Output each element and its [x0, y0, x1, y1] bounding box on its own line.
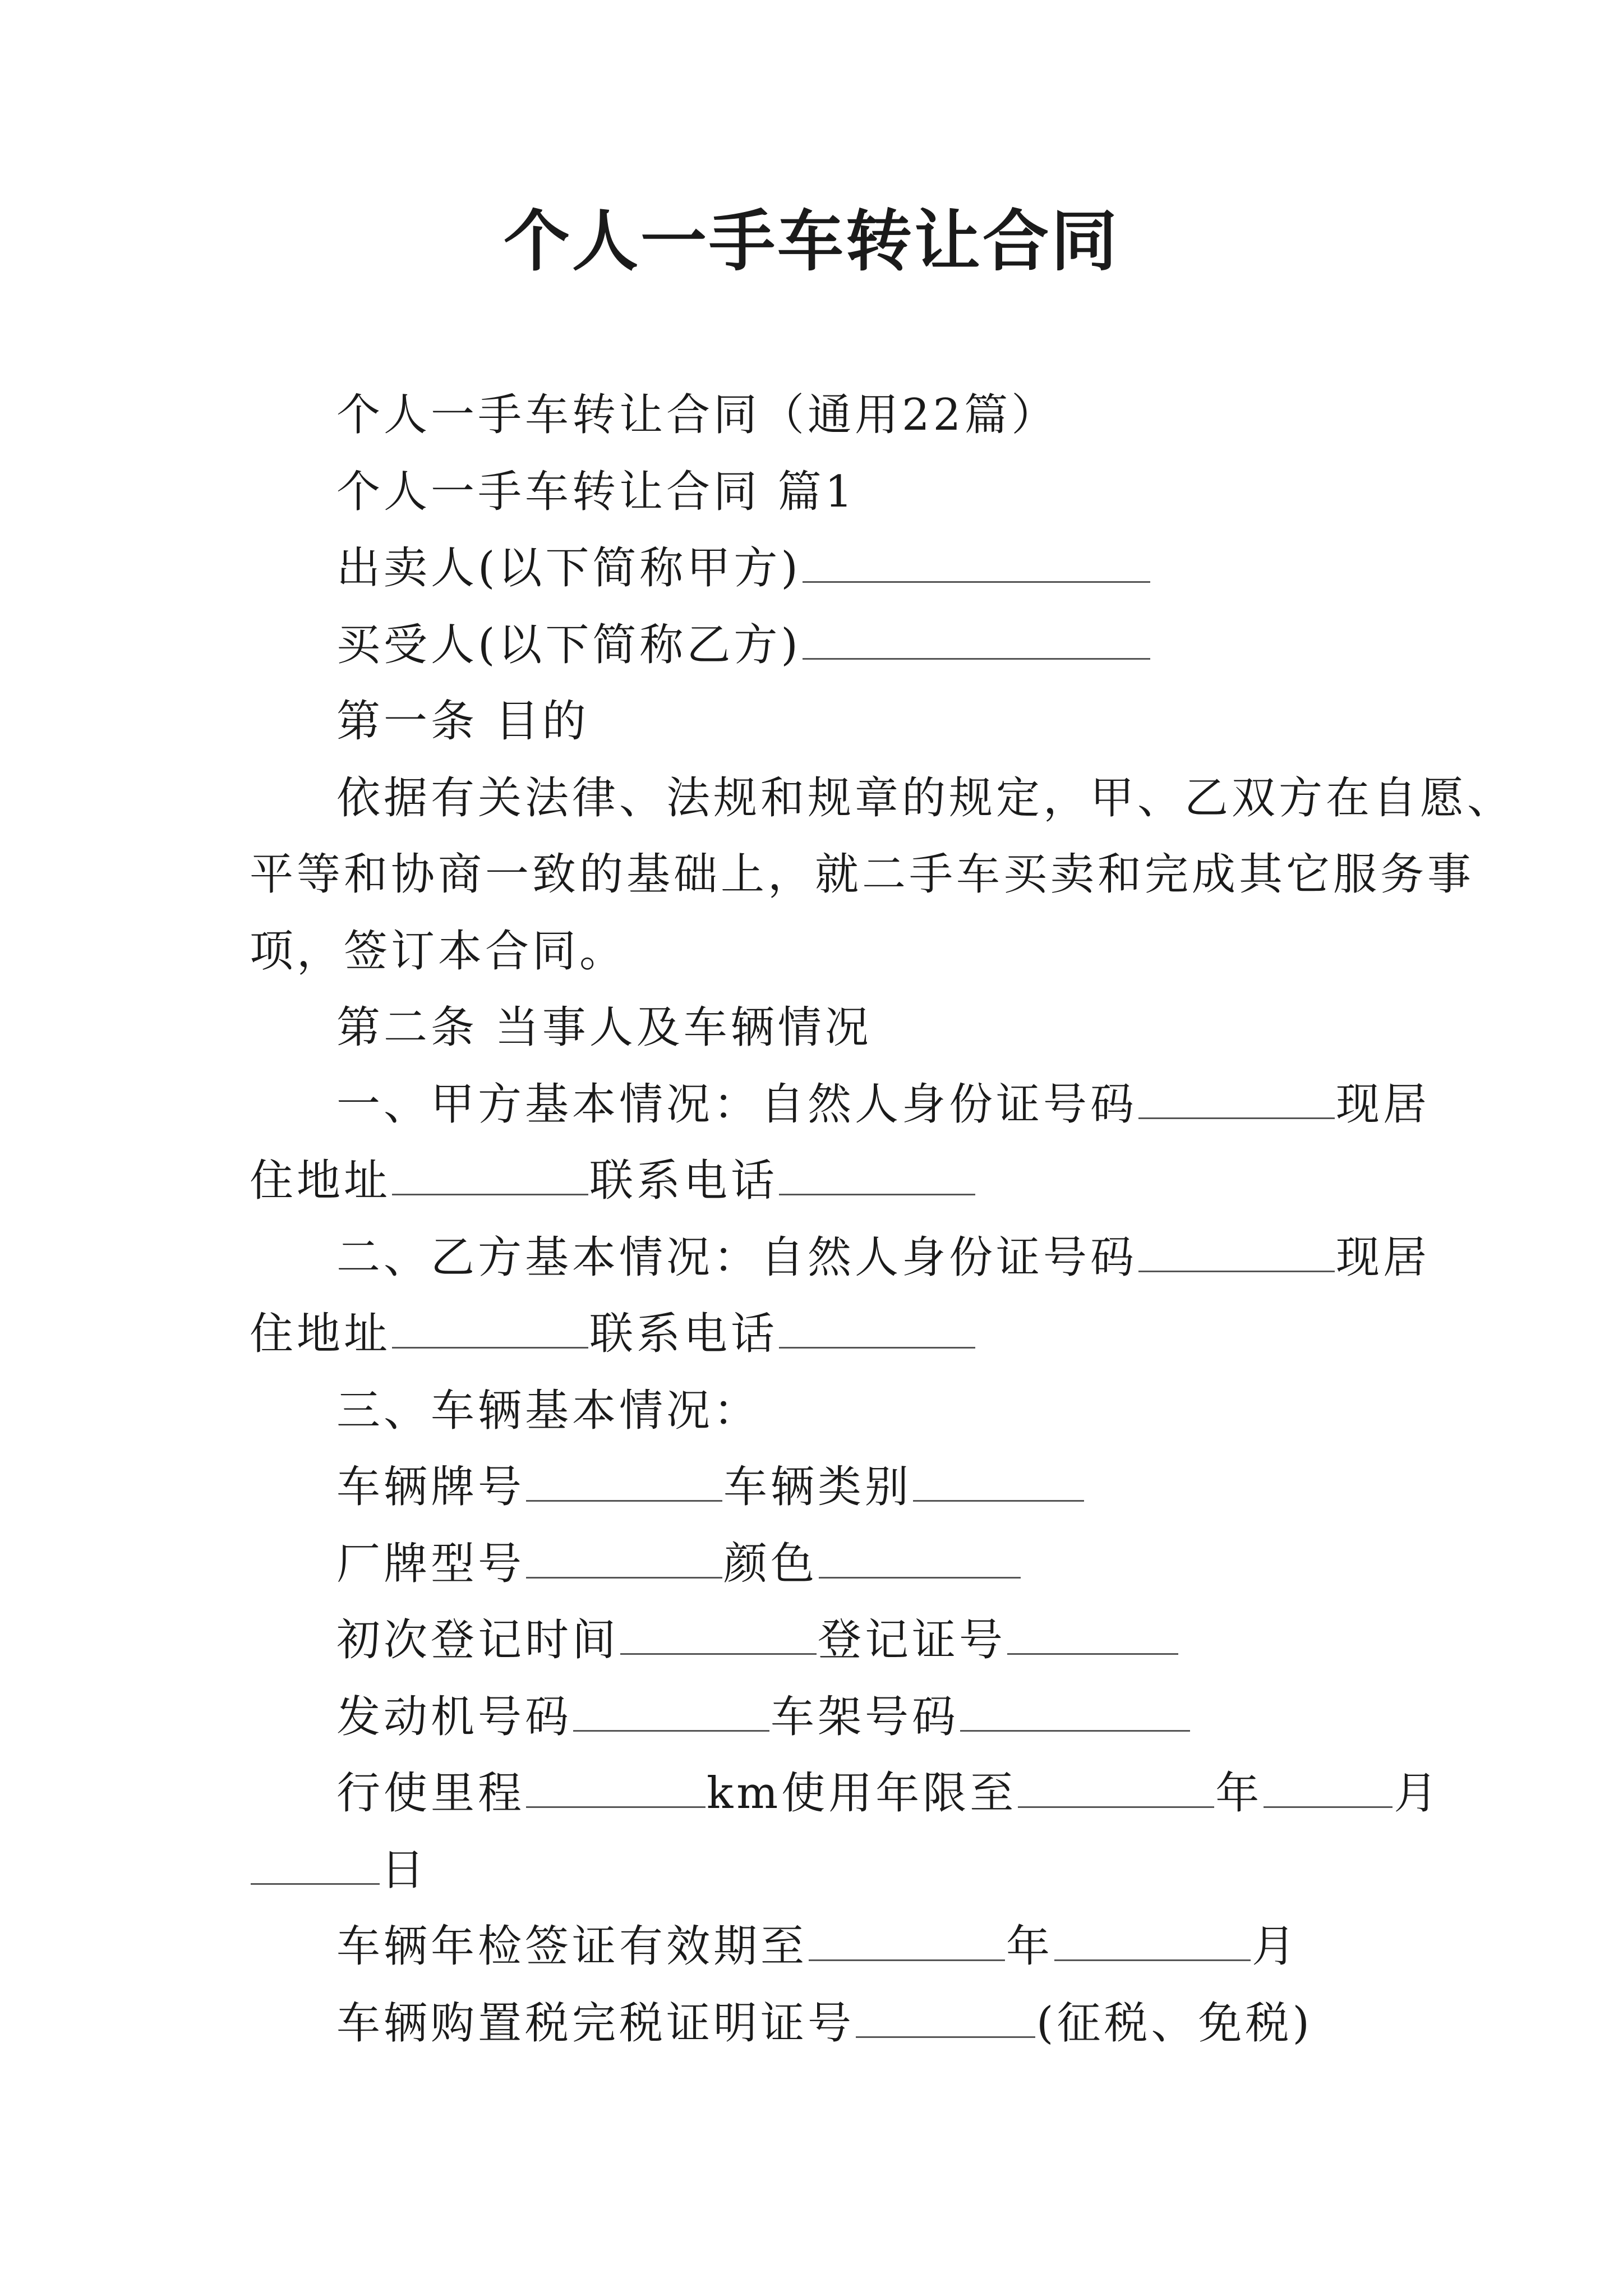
registration-date-blank — [620, 1614, 817, 1655]
text-l16b: 颜色 — [723, 1539, 818, 1589]
year-blank — [1018, 1767, 1214, 1808]
party-b-info-line — [336, 1227, 1430, 1289]
text-l07: 平等和协商一致的基础上，就二手车买卖和完成其它服务事 — [250, 849, 1475, 900]
article-2-heading — [336, 997, 872, 1059]
mileage-blank — [526, 1767, 706, 1808]
vehicle-info-heading — [336, 1380, 760, 1442]
text-l13a: 住地址 — [250, 1309, 391, 1359]
document-title: 个人一手车转让合同 — [503, 202, 1119, 280]
text-l09: 第二条 当事人及车辆情况 — [336, 1002, 872, 1053]
paragraph-line — [250, 844, 1474, 905]
doc-subtitle — [336, 384, 1058, 446]
text-l18b: 车架号码 — [771, 1692, 960, 1742]
engine-number-blank — [573, 1691, 769, 1732]
color-blank — [819, 1538, 1021, 1579]
party-b-address-blank — [392, 1308, 588, 1349]
text-l08: 项，签订本合同。 — [250, 926, 627, 977]
text-l15b: 车辆类别 — [723, 1462, 912, 1512]
section-heading — [336, 461, 856, 523]
model-blank — [526, 1538, 722, 1579]
text-l02: 个人一手车转让合同 篇1 — [336, 467, 856, 517]
party-b-id-blank — [1138, 1231, 1335, 1272]
text-l11a: 住地址 — [250, 1156, 391, 1206]
text-l21c: 月 — [1252, 1921, 1299, 1972]
model-color-line — [336, 1533, 1022, 1595]
buyer-blank — [803, 619, 1150, 660]
text-l21b: 年 — [1006, 1921, 1054, 1972]
text-l17a: 初次登记时间 — [336, 1615, 620, 1665]
text-l21a: 车辆年检签证有效期至 — [336, 1921, 808, 1972]
mileage-line — [336, 1763, 1441, 1824]
party-a-id-blank — [1138, 1078, 1335, 1119]
text-l06: 依据有关法律、法规和规章的规定，甲、乙双方在自愿、 — [336, 773, 1515, 823]
text-l05: 第一条 目的 — [336, 696, 589, 747]
plate-category-line — [336, 1456, 1085, 1518]
text-l22b: (征税、免税) — [1036, 1998, 1313, 2049]
tax-certificate-blank — [856, 1997, 1035, 2038]
purchase-tax-line — [336, 1993, 1313, 2054]
paragraph-line — [250, 921, 626, 982]
party-b-address-line — [250, 1303, 976, 1365]
seller-blank — [803, 542, 1150, 583]
buyer-line — [336, 614, 1151, 676]
text-l11b: 联系电话 — [589, 1156, 778, 1206]
text-l19c: 年 — [1215, 1768, 1263, 1819]
party-a-address-line — [250, 1150, 976, 1212]
party-a-info-line — [336, 1074, 1430, 1135]
seller-line — [336, 537, 1151, 599]
text-l04: 买受人(以下简称乙方) — [336, 620, 801, 670]
text-l14: 三、车辆基本情况： — [336, 1386, 761, 1436]
text-l16a: 厂牌型号 — [336, 1539, 525, 1589]
inspection-year-blank — [809, 1920, 1005, 1961]
engine-frame-line — [336, 1686, 1191, 1748]
text-l10a: 一、甲方基本情况：自然人身份证号码 — [336, 1079, 1138, 1130]
text-l12b: 现居 — [1336, 1232, 1431, 1283]
text-l01: 个人一手车转让合同（通用22篇） — [336, 390, 1059, 440]
plate-blank — [526, 1461, 722, 1502]
day-line — [250, 1839, 428, 1901]
paragraph-line — [336, 767, 1514, 829]
text-l22a: 车辆购置税完税证明证号 — [336, 1998, 855, 2049]
text-l03: 出卖人(以下简称甲方) — [336, 543, 801, 593]
text-l19d: 月 — [1394, 1768, 1441, 1819]
party-a-address-blank — [392, 1154, 588, 1195]
frame-number-blank — [960, 1691, 1190, 1732]
text-l17b: 登记证号 — [818, 1615, 1007, 1665]
registration-number-blank — [1007, 1614, 1178, 1655]
text-l15a: 车辆牌号 — [336, 1462, 525, 1512]
text-l13b: 联系电话 — [589, 1309, 778, 1359]
party-a-phone-blank — [779, 1154, 975, 1195]
text-l19b: km使用年限至 — [707, 1768, 1017, 1819]
text-l10b: 现居 — [1336, 1079, 1431, 1130]
inspection-line — [336, 1916, 1299, 1977]
month-blank — [1264, 1767, 1393, 1808]
text-l20: 日 — [381, 1845, 428, 1895]
text-l19a: 行使里程 — [336, 1768, 525, 1819]
article-1-heading — [336, 691, 589, 752]
party-b-phone-blank — [779, 1308, 975, 1349]
category-blank — [913, 1461, 1084, 1502]
text-l18a: 发动机号码 — [336, 1692, 573, 1742]
inspection-month-blank — [1054, 1920, 1251, 1961]
day-blank — [251, 1844, 380, 1885]
text-l12a: 二、乙方基本情况：自然人身份证号码 — [336, 1232, 1138, 1283]
registration-line — [336, 1609, 1179, 1671]
